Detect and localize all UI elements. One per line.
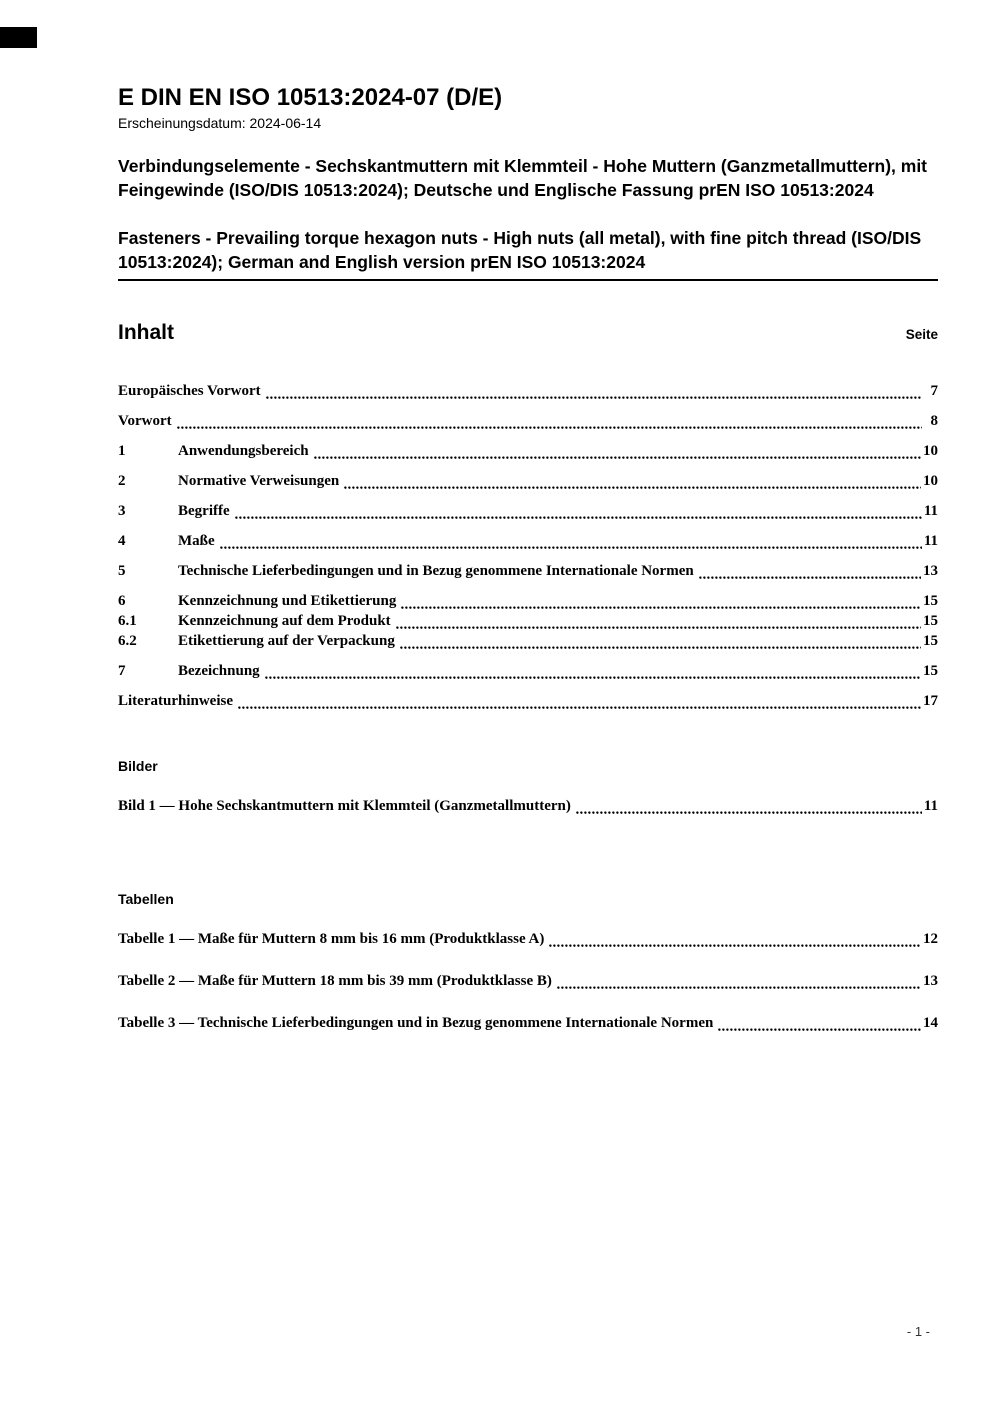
dot-leader (576, 811, 922, 814)
toc-entry-page: 15 (923, 613, 938, 629)
figures-heading: Bilder (118, 758, 158, 774)
toc-entry[interactable] (118, 502, 938, 521)
toc-page-column-label: Seite (905, 327, 938, 342)
toc-entry[interactable] (118, 382, 938, 401)
dot-leader (557, 986, 921, 989)
toc-entry-number: 3 (118, 503, 126, 519)
toc-entry-label: Vorwort (118, 413, 172, 429)
table-entry[interactable] (118, 972, 938, 991)
toc-entry-number: 7 (118, 663, 126, 679)
toc-entry[interactable] (118, 562, 938, 581)
dot-leader (238, 706, 921, 709)
toc-entry-page: 8 (930, 413, 938, 429)
tables-list (118, 930, 938, 1033)
toc-entry-number: 6 (118, 593, 126, 609)
toc-entry-number: 6.2 (118, 633, 137, 649)
toc-entry[interactable] (118, 442, 938, 461)
dot-leader (220, 546, 922, 549)
table-entry[interactable] (118, 930, 938, 949)
toc-entry[interactable] (118, 472, 938, 491)
figure-entry-label: Bild 1 — Hohe Sechskantmuttern mit Klemmteil (Ganzmetallmuttern) (118, 798, 571, 814)
toc-entry-page: 11 (923, 503, 938, 519)
dot-leader (400, 646, 921, 649)
toc-entry-label: Literaturhinweise (118, 693, 233, 709)
toc-entry-number: 1 (118, 443, 126, 459)
dot-leader (235, 516, 922, 519)
footer-page-number: - 1 - (906, 1324, 930, 1339)
table-entry-label: Tabelle 3 — Technische Lieferbedingungen und in Bezug genommene Internationale Normen (118, 1015, 714, 1031)
toc-entry-page: 15 (923, 663, 938, 679)
toc-entry-label: Technische Lieferbedingungen und in Bezug genommene Internationale Normen (178, 563, 694, 579)
toc-entry[interactable] (118, 532, 938, 551)
dot-leader (396, 626, 921, 629)
dot-leader (718, 1028, 921, 1031)
figure-entry[interactable] (118, 797, 938, 816)
toc-entry[interactable] (118, 412, 938, 431)
publication-date: Erscheinungsdatum: 2024-06-14 (118, 115, 322, 131)
tables-heading: Tabellen (118, 891, 174, 907)
dot-leader (266, 396, 922, 399)
toc-entry-label: Anwendungsbereich (178, 443, 309, 459)
toc-entry-label: Etikettierung auf der Verpackung (178, 633, 395, 649)
toc-entry[interactable] (118, 612, 938, 631)
document-title-english: Fasteners - Prevailing torque hexagon nuts - High nuts (all metal), with fine pitch thread (ISO/DIS 10513:2024); German and English version prEN ISO 10513:2024 (118, 227, 938, 281)
dot-leader (699, 576, 921, 579)
toc-entry-page: 10 (923, 443, 938, 459)
toc-entry[interactable] (118, 692, 938, 711)
table-entry-page: 13 (923, 973, 938, 989)
toc-entry-page: 15 (923, 593, 938, 609)
toc-entry-label: Normative Verweisungen (178, 473, 340, 489)
figure-entry-page: 11 (923, 798, 938, 814)
toc-entry-page: 17 (923, 693, 938, 709)
toc-heading: Inhalt (118, 321, 174, 344)
toc-entry-number: 5 (118, 563, 126, 579)
toc-entry-label: Kennzeichnung auf dem Produkt (178, 613, 391, 629)
toc-entry-label: Bezeichnung (178, 663, 260, 679)
toc-entry[interactable] (118, 632, 938, 651)
table-entry-label: Tabelle 1 — Maße für Muttern 8 mm bis 16 mm (Produktklasse A) (118, 931, 545, 947)
toc-entry-label: Kennzeichnung und Etikettierung (178, 593, 397, 609)
toc-entry-page: 7 (930, 383, 938, 399)
dot-leader (177, 426, 922, 429)
toc-entry-page: 10 (923, 473, 938, 489)
document-title-german: Verbindungselemente - Sechskantmuttern mit Klemmteil - Hohe Muttern (Ganzmetallmuttern), mit Feingewinde (ISO/DIS 10513:2024); Deutsche und Englische Fassung prEN ISO 10513:2024 (118, 156, 928, 200)
toc-entry-page: 15 (923, 633, 938, 649)
table-entry[interactable] (118, 1014, 938, 1033)
toc-entry-number: 6.1 (118, 613, 137, 629)
table-entry-page: 12 (923, 931, 938, 947)
toc-entry-number: 4 (118, 533, 126, 549)
document-title: E DIN EN ISO 10513:2024-07 (D/E) (118, 84, 503, 111)
dot-leader (549, 944, 921, 947)
figures-list (118, 797, 938, 816)
table-entry-page: 14 (923, 1015, 938, 1031)
toc-entry-label: Maße (178, 533, 215, 549)
dot-leader (344, 486, 921, 489)
toc-entry-number: 2 (118, 473, 126, 489)
toc-entry-page: 13 (923, 563, 938, 579)
page-content (118, 0, 938, 1056)
toc-entry-label: Europäisches Vorwort (118, 383, 261, 399)
toc-header (118, 320, 938, 345)
toc-list (118, 382, 938, 711)
toc-entry-page: 11 (923, 533, 938, 549)
dot-leader (314, 456, 921, 459)
dot-leader (401, 606, 921, 609)
toc-entry-label: Begriffe (178, 503, 230, 519)
toc-entry[interactable] (118, 662, 938, 681)
din-black-marker-bar (0, 27, 37, 48)
dot-leader (265, 676, 921, 679)
table-entry-label: Tabelle 2 — Maße für Muttern 18 mm bis 39 mm (Produktklasse B) (118, 973, 552, 989)
toc-entry[interactable] (118, 592, 938, 611)
